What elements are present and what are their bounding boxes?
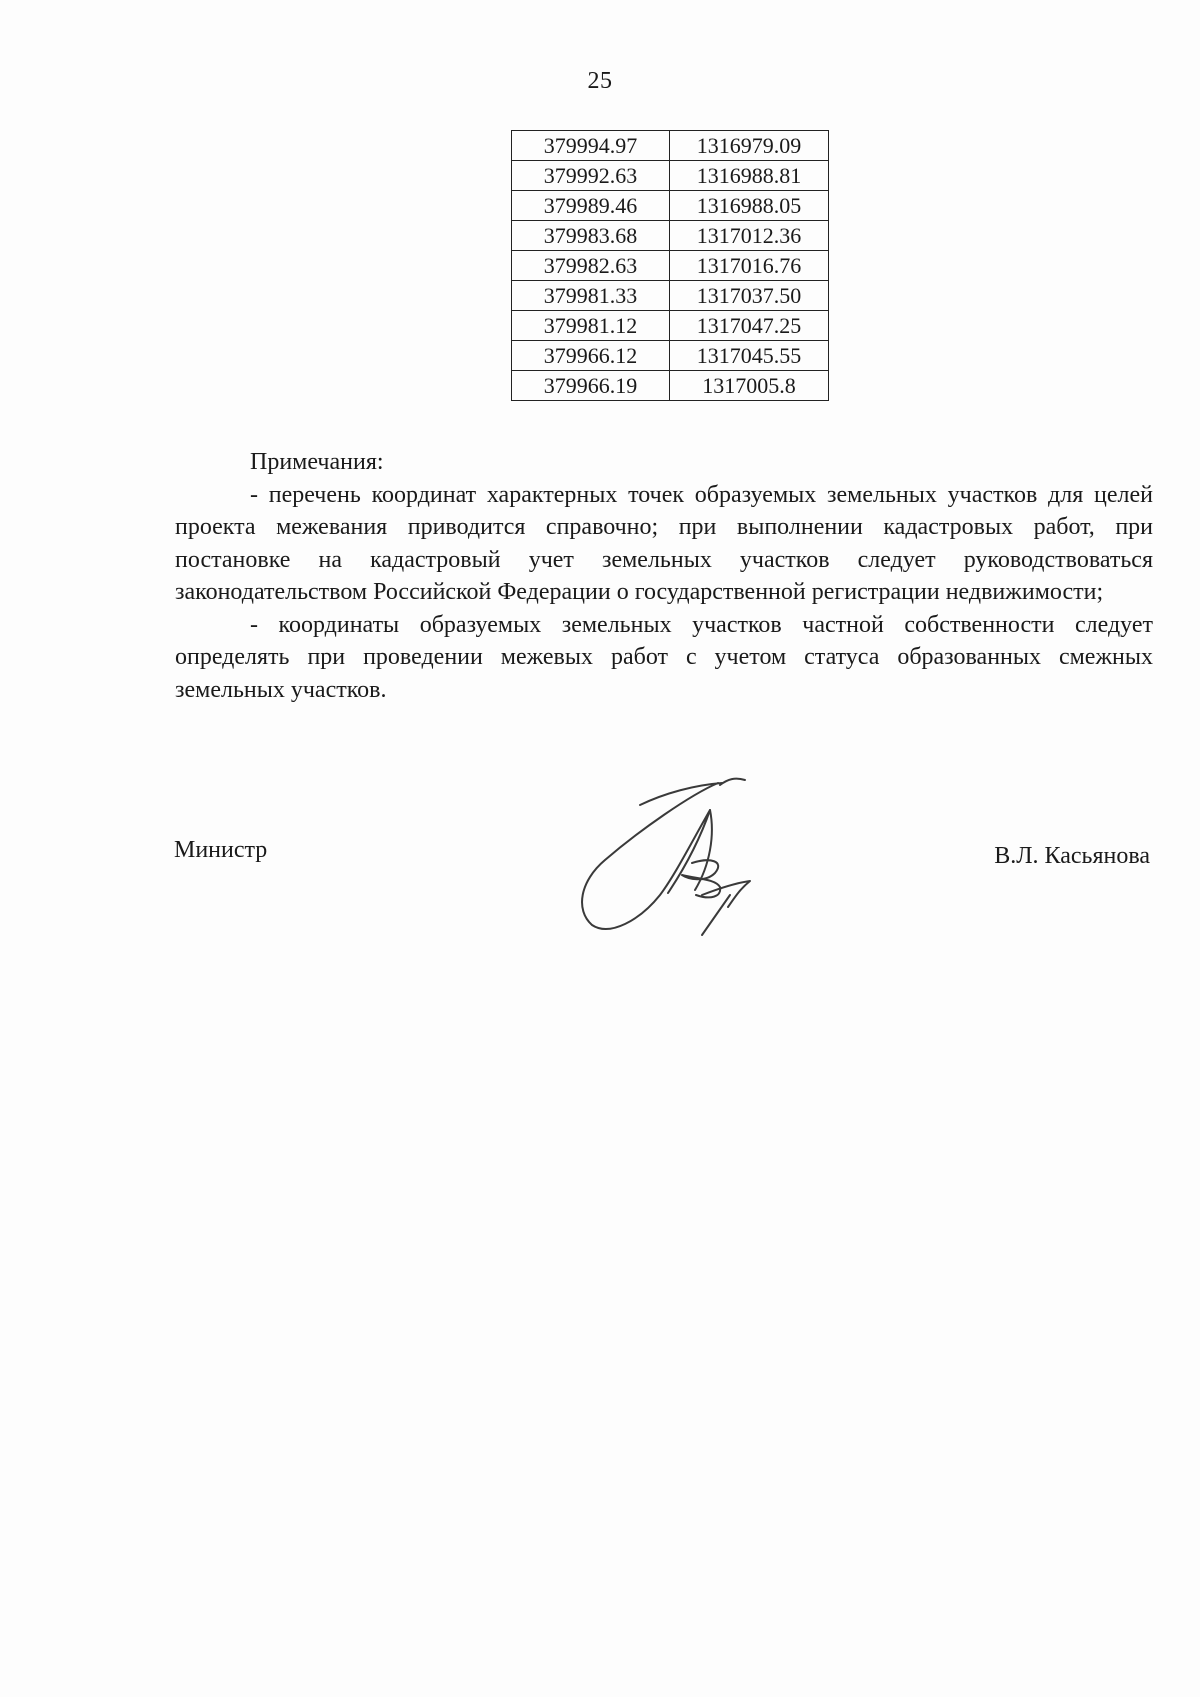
table-row — [512, 371, 829, 401]
table-cell-y: 1317045.55 — [670, 341, 829, 371]
table-row — [512, 341, 829, 371]
note-item: - перечень координат характерных точек образуемых земельных участков для целей проекта межевания приводится справочно; при выполнении кадастровых работ, при постановке на кадастровый учет земельных участков следует руководствоваться законодательством Российской Федерации о государственной регистрации недвижимости; — [175, 481, 1153, 605]
table-cell-x: 379981.12 — [512, 311, 670, 341]
page-number: 25 — [587, 68, 613, 94]
table-row — [512, 251, 829, 281]
table-cell-x: 379989.46 — [512, 191, 670, 221]
table-cell-x: 379994.97 — [512, 131, 670, 161]
table-cell-y: 1317005.8 — [670, 371, 829, 401]
table-cell-y: 1317047.25 — [670, 311, 829, 341]
signatory-name: В.Л. Касьянова — [994, 843, 1150, 869]
notes-title: Примечания: — [250, 449, 384, 475]
table-row — [512, 221, 829, 251]
table-cell-y: 1317016.76 — [670, 251, 829, 281]
note-item: - координаты образуемых земельных участков частной собственности следует определять при проведении межевых работ с учетом статуса образованных смежных земельных участков. — [175, 611, 1153, 703]
table-cell-x: 379981.33 — [512, 281, 670, 311]
table-row — [512, 281, 829, 311]
table-cell-y: 1316979.09 — [670, 131, 829, 161]
table-row — [512, 161, 829, 191]
table-cell-x: 379983.68 — [512, 221, 670, 251]
table-cell-x: 379982.63 — [512, 251, 670, 281]
table-cell-x: 379966.12 — [512, 341, 670, 371]
table-cell-y: 1317037.50 — [670, 281, 829, 311]
table-row — [512, 131, 829, 161]
signatory-title: Министр — [174, 837, 268, 863]
table-cell-x: 379966.19 — [512, 371, 670, 401]
table-row — [512, 311, 829, 341]
coordinates-table — [511, 130, 829, 401]
table-cell-y: 1317012.36 — [670, 221, 829, 251]
notes-section — [175, 446, 1153, 706]
table-cell-x: 379992.63 — [512, 161, 670, 191]
table-row — [512, 191, 829, 221]
table-cell-y: 1316988.05 — [670, 191, 829, 221]
table-cell-y: 1316988.81 — [670, 161, 829, 191]
